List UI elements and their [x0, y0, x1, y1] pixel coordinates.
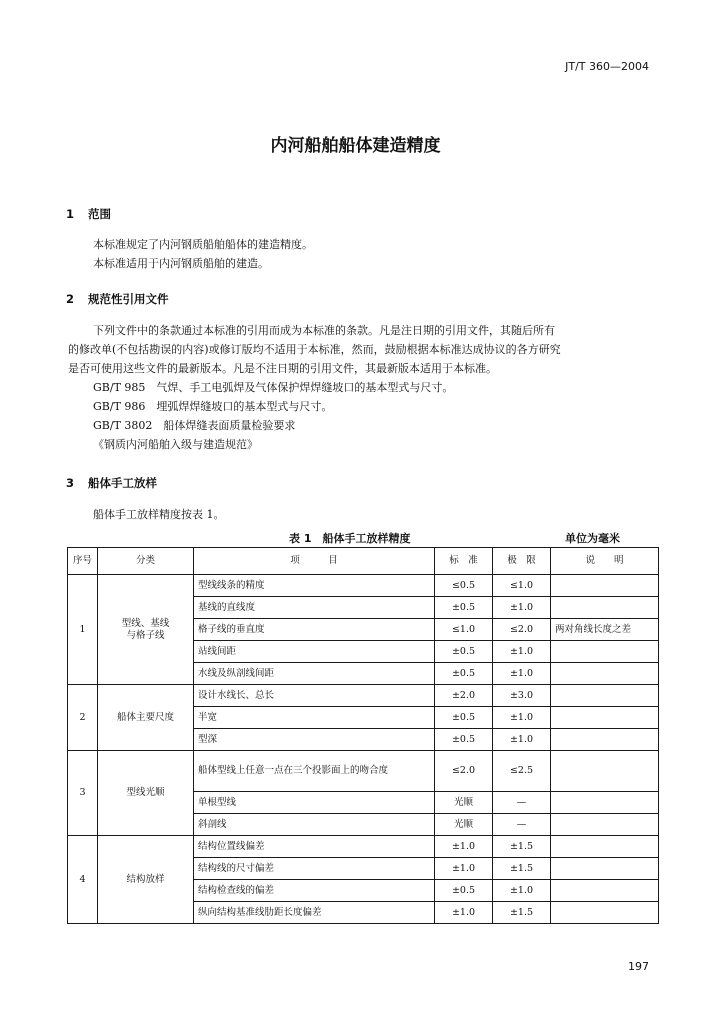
cell-note	[551, 792, 659, 814]
cell-item: 结构位置线偏差	[194, 836, 435, 858]
header-standard: 标 准	[435, 548, 493, 575]
table-unit-note: 单位为毫米	[565, 532, 620, 545]
cell-note	[551, 858, 659, 880]
cell-standard: ±0.5	[435, 880, 493, 902]
cell-note	[551, 880, 659, 902]
cell-item: 站线间距	[194, 641, 435, 663]
header-note: 说 明	[551, 548, 659, 575]
header-item: 项 目	[194, 548, 435, 575]
cell-limit: —	[493, 792, 551, 814]
paragraph-line: 下列文件中的条款通过本标准的引用而成为本标准的条款。凡是注日期的引用文件，其随后所有	[93, 324, 555, 337]
cell-category: 船体主要尺度	[98, 685, 194, 751]
cell-note	[551, 663, 659, 685]
cell-no: 2	[68, 685, 98, 751]
paragraph-line: 是否可使用这些文件的最新版本。凡是不注日期的引用文件，其最新版本适用于本标准。	[68, 362, 497, 375]
section-3-body: 船体手工放样精度按表 1。	[93, 508, 225, 521]
cell-note	[551, 902, 659, 924]
cell-standard: ±1.0	[435, 858, 493, 880]
cell-item: 结构检查线的偏差	[194, 880, 435, 902]
cell-no: 4	[68, 836, 98, 924]
paragraph: 本标准规定了内河钢质船舶船体的建造精度。	[93, 238, 313, 251]
cell-item: 半宽	[194, 707, 435, 729]
cell-limit: ±1.0	[493, 707, 551, 729]
cell-item: 型线线条的精度	[194, 575, 435, 597]
document-title: 内河船舶船体建造精度	[270, 136, 441, 156]
cell-item: 格子线的垂直度	[194, 619, 435, 641]
cell-item: 设计水线长、总长	[194, 685, 435, 707]
section-3-heading	[66, 475, 157, 491]
cell-limit: ≤1.0	[493, 575, 551, 597]
section-1-body	[93, 235, 313, 273]
cell-standard: 光顺	[435, 792, 493, 814]
cell-no: 1	[68, 575, 98, 685]
cell-item: 单根型线	[194, 792, 435, 814]
cell-limit: ±1.0	[493, 641, 551, 663]
cell-note: 两对角线长度之差	[551, 619, 659, 641]
reference-item: GB/T 985 气焊、手工电弧焊及气体保护焊焊缝坡口的基本型式与尺寸。	[93, 381, 454, 394]
section-title: 规范性引用文件	[88, 292, 169, 306]
cell-standard: ±0.5	[435, 729, 493, 751]
paragraph: 本标准适用于内河钢质船舶的建造。	[93, 257, 269, 270]
section-1-heading	[66, 206, 111, 222]
cell-standard: 光顺	[435, 814, 493, 836]
cell-item: 纵向结构基准线肋距长度偏差	[194, 902, 435, 924]
standard-number: JT/T 360—2004	[565, 60, 649, 73]
cell-limit: ±1.5	[493, 858, 551, 880]
cell-standard: ±1.0	[435, 836, 493, 858]
cell-category: 型线光顺	[98, 751, 194, 836]
reference-item: GB/T 986 埋弧焊焊缝坡口的基本型式与尺寸。	[93, 400, 333, 413]
cell-note	[551, 685, 659, 707]
cell-note	[551, 814, 659, 836]
cell-note	[551, 597, 659, 619]
cell-limit: ±1.0	[493, 597, 551, 619]
cell-note	[551, 641, 659, 663]
cell-note	[551, 729, 659, 751]
cell-limit: ±3.0	[493, 685, 551, 707]
page-number: 197	[628, 960, 649, 973]
cell-no: 3	[68, 751, 98, 836]
cell-standard: ±1.0	[435, 902, 493, 924]
paragraph-line: 的修改单(不包括勘误的内容)或修订版均不适用于本标准，然而，鼓励根据本标准达成协议的各方研究	[68, 343, 561, 356]
cell-standard: ±0.5	[435, 597, 493, 619]
cell-standard: ≤1.0	[435, 619, 493, 641]
table-row	[68, 836, 659, 858]
cell-item: 结构线的尺寸偏差	[194, 858, 435, 880]
cell-category: 型线、基线 与格子线	[98, 575, 194, 685]
section-title: 船体手工放样	[88, 476, 157, 490]
cell-limit: ≤2.5	[493, 751, 551, 792]
cell-limit: ±1.0	[493, 880, 551, 902]
reference-item: GB/T 3802 船体焊缝表面质量检验要求	[93, 419, 296, 432]
cell-standard: ±0.5	[435, 707, 493, 729]
cell-standard: ±2.0	[435, 685, 493, 707]
cell-note	[551, 836, 659, 858]
section-2-heading	[66, 291, 169, 307]
precision-table	[67, 547, 659, 924]
cell-limit: ±1.0	[493, 729, 551, 751]
cell-standard: ±0.5	[435, 663, 493, 685]
table-row	[68, 685, 659, 707]
table-caption: 表 1 船体手工放样精度	[289, 532, 411, 545]
cell-item: 水线及纵剖线间距	[194, 663, 435, 685]
section-title: 范围	[88, 207, 111, 221]
table-header-row	[68, 548, 659, 575]
reference-list	[93, 378, 453, 454]
cell-standard: ±0.5	[435, 641, 493, 663]
section-2-intro	[68, 321, 658, 378]
cell-limit: ±1.0	[493, 663, 551, 685]
cell-item: 斜剖线	[194, 814, 435, 836]
section-number: 2	[66, 292, 75, 306]
cell-limit: ±1.5	[493, 836, 551, 858]
cell-standard: ≤0.5	[435, 575, 493, 597]
section-number: 3	[66, 476, 75, 490]
header-limit: 极 限	[493, 548, 551, 575]
cell-note	[551, 575, 659, 597]
cell-item: 基线的直线度	[194, 597, 435, 619]
cell-limit: ≤2.0	[493, 619, 551, 641]
table-row	[68, 751, 659, 792]
cell-note	[551, 707, 659, 729]
cell-standard: ≤2.0	[435, 751, 493, 792]
table-row	[68, 575, 659, 597]
cell-limit: ±1.5	[493, 902, 551, 924]
table-body	[68, 575, 659, 924]
cell-limit: —	[493, 814, 551, 836]
cell-note	[551, 751, 659, 792]
cell-category: 结构放样	[98, 836, 194, 924]
reference-item: 《钢质内河船舶入级与建造规范》	[93, 438, 258, 451]
cell-item: 型深	[194, 729, 435, 751]
cell-item: 船体型线上任意一点在三个投影面上的吻合度	[194, 751, 435, 792]
section-number: 1	[66, 207, 75, 221]
header-no: 序号	[68, 548, 98, 575]
header-category: 分类	[98, 548, 194, 575]
